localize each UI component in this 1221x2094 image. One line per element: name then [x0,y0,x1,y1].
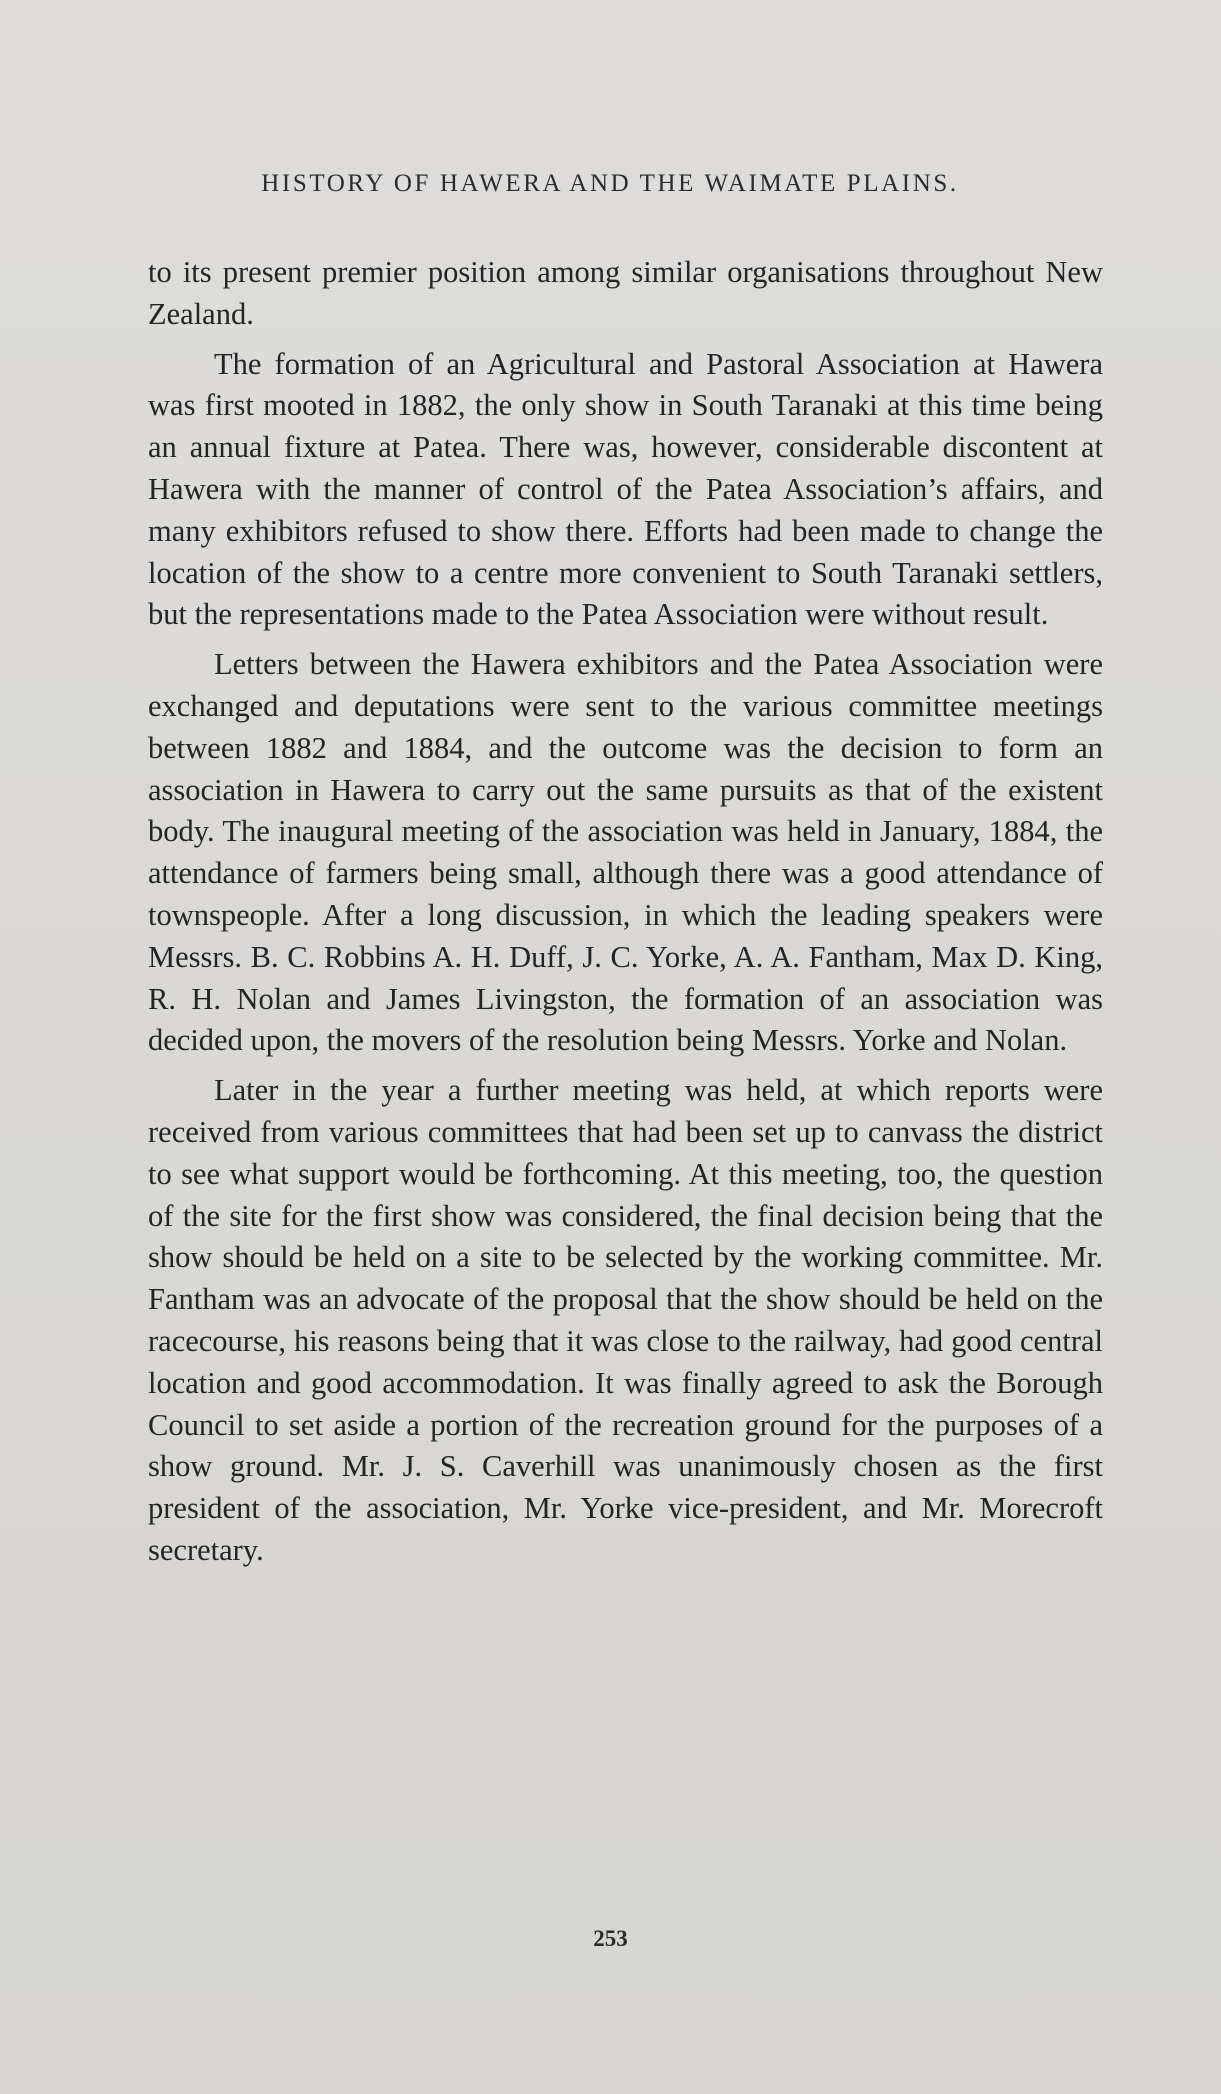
running-head: HISTORY OF HAWERA AND THE WAIMATE PLAINS. [261,170,959,197]
paragraph-letters: Letters between the Hawera exhibitors and the Patea Association were exchanged and deputations were sent to the various committee meetings between 1882 and 1884, and the outcome was the decision to form an association in Hawera to carry out the same pursuits as that of the existent body. The inaugural meeting of the association was held in January, 1884, the attendance of farmers being small, although there was a good attendance of townspeople. After a long discussion, in which the leading speakers were Messrs. B. C. Robbins A. H. Duff, J. C. Yorke, A. A. Fantham, Max D. King, R. H. Nolan and James Livingston, the formation of an association was decided upon, the movers of the resolution being Messrs. Yorke and Nolan. [148,647,1103,1058]
paragraph-later-meeting: Later in the year a further meeting was held, at which reports were received from various committees that had been set up to canvass the district to see what support would be forthcoming. At this meeting, too, the question of the site for the first show was considered, the final decision being that the show should be held on a site to be selected by the working committee. Mr. Fantham was an advocate of the proposal that the show should be held on the racecourse, his reasons being that it was close to the railway, had good central location and good accommodation. It was finally agreed to ask the Borough Council to set aside a portion of the recreation ground for the purposes of a show ground. Mr. J. S. Caverhill was unanimously chosen as the first president of the association, Mr. Yorke vice-president, and Mr. Morecroft secretary. [148,1073,1103,1567]
body-text [148,252,1103,1580]
paragraph-continuation: to its present premier position among similar organisations throughout New Zealand. [148,255,1103,331]
page-number: 253 [593,1926,628,1951]
paragraph-formation: The formation of an Agricultural and Pastoral Association at Hawera was first mooted in 1882, the only show in South Taranaki at this time being an annual fixture at Patea. There was, however, considerable discontent at Hawera with the manner of control of the Patea Association’s affairs, and many exhibitors refused to show there. Efforts had been made to change the location of the show to a centre more convenient to South Taranaki settlers, but the representations made to the Patea Association were without result. [148,346,1103,632]
